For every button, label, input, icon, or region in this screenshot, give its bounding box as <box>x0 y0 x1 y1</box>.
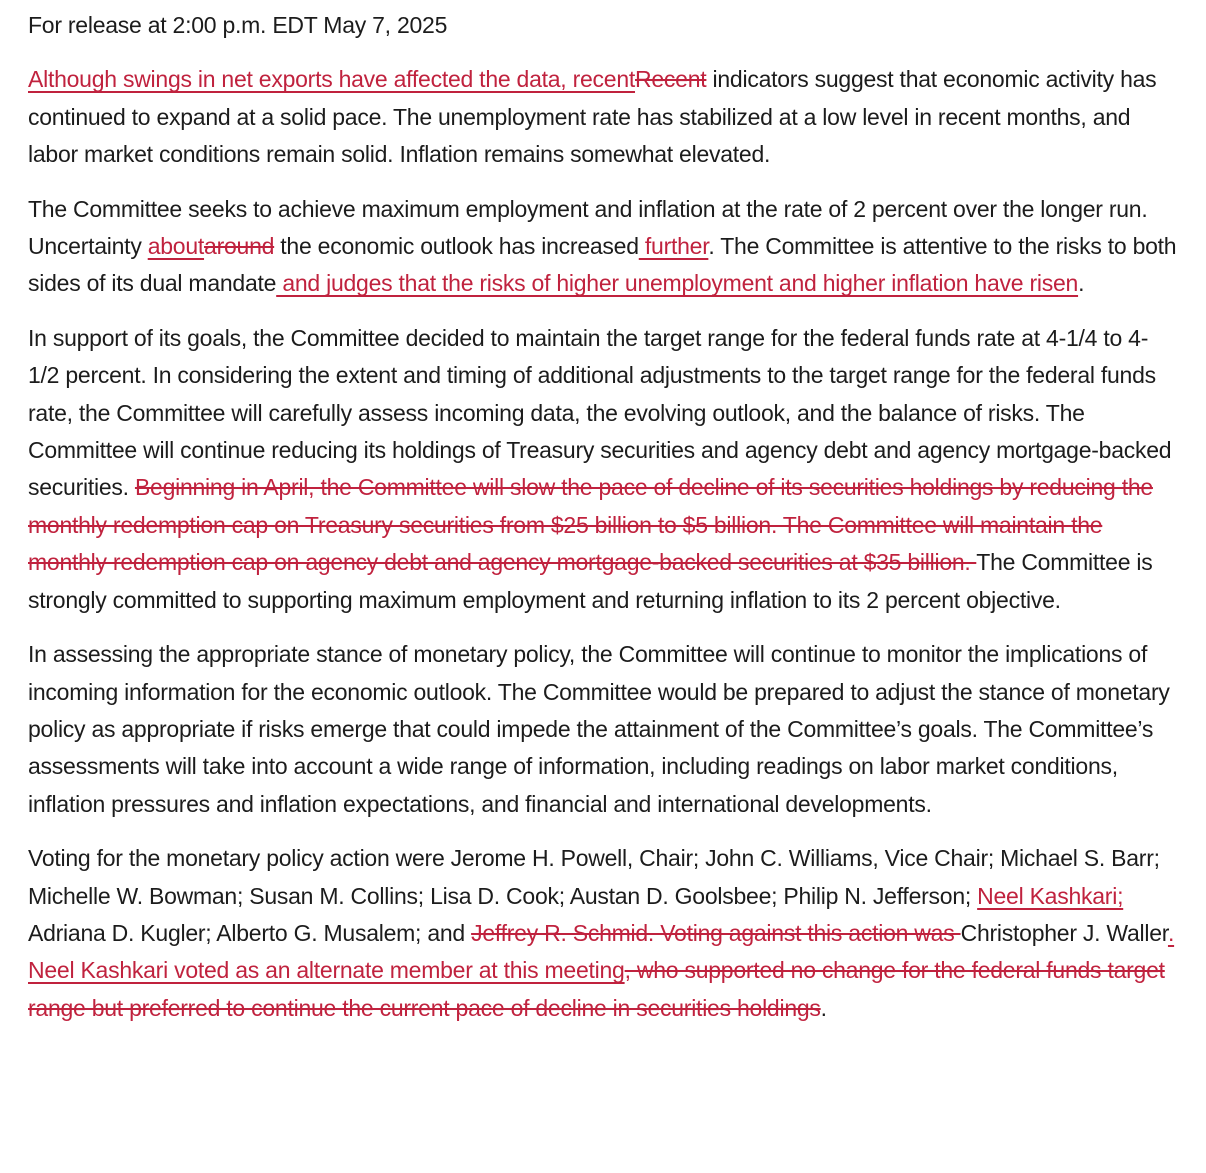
text-run: In support of its goals, the Committee decided to maintain the target range for the federal funds rate at 4-1/4 to 4-1/2 percent. In considering the extent and timing of additional adjustments to the target range for the federal funds rate, the Committee will carefully assess incoming data, the evolving outlook, and the balance of risks. The Committee will continue reducing its holdings of Treasury securities and agency debt and agency mortgage-backed securities. <box>28 324 1172 501</box>
inserted-text: . Neel Kashkari voted as an alternate member at this meeting <box>28 919 1175 984</box>
inserted-text: Although swings in net exports have affected the data, recent <box>28 66 636 93</box>
text-run: The Committee seeks to achieve maximum employment and inflation at the rate of 2 percent over the longer run. Uncertainty <box>28 195 1148 260</box>
deleted-text: around <box>204 233 275 260</box>
text-run: Adriana D. Kugler; Alberto G. Musalem; and <box>28 919 472 946</box>
text-run: . <box>1078 270 1085 297</box>
text-run: . The Committee is attentive to the risks to both sides of its dual mandate <box>28 233 1177 297</box>
text-run: indicators suggest that economic activity has continued to expand at a solid pace. The unemployment rate has stabilized at a low level in recent months, and labor market conditions remain solid. Inflation remains somewhat elevated. <box>28 66 1157 168</box>
inserted-text: and judges that the risks of higher unemployment and higher inflation have risen <box>276 270 1079 297</box>
inserted-text: further <box>638 233 709 260</box>
paragraph <box>28 320 1178 619</box>
text-run: the economic outlook has increased <box>274 233 639 260</box>
release-line: For release at 2:00 p.m. EDT May 7, 2025 <box>28 12 448 38</box>
deleted-text: Recent <box>635 66 707 93</box>
paragraph <box>28 191 1178 303</box>
deleted-text: Beginning in April, the Committee will slow the pace of decline of its securities holdings by reducing the monthly redemption cap on Treasury securities from $25 billion to $5 billion. The Committee will maintain the monthly redemption cap on agency debt and agency mortgage-backed securities at $35 billion. <box>28 474 1153 576</box>
text-run: In assessing the appropriate stance of monetary policy, the Committee will continue to monitor the implications of incoming information for the economic outlook. The Committee would be prepared to adjust the stance of monetary policy as appropriate if risks emerge that could impede the attainment of the Committee’s goals. The Committee’s assessments will take into account a wide range of information, including readings on labor market conditions, inflation pressures and inflation expectations, and financial and international developments. <box>28 641 1170 817</box>
paragraph <box>28 61 1178 173</box>
paragraph <box>28 636 1178 823</box>
text-run: . <box>820 994 827 1021</box>
inserted-text: about <box>147 233 205 260</box>
deleted-text: Jeffrey R. Schmid. Voting against this action was <box>471 919 961 946</box>
paragraphs-container <box>28 61 1178 1027</box>
inserted-text: Neel Kashkari; <box>977 882 1124 909</box>
text-run: The Committee is strongly committed to supporting maximum employment and returning inflation to its 2 percent objective. <box>28 549 1153 613</box>
deleted-text: , who supported no change for the federal funds target range but preferred to continue the current pace of decline in securities holdings <box>28 957 1165 1021</box>
paragraph <box>28 840 1178 1027</box>
text-run: Christopher J. Waller <box>960 919 1168 946</box>
text-run: Voting for the monetary policy action were Jerome H. Powell, Chair; John C. Williams, Vice Chair; Michael S. Barr; Michelle W. Bowman; Susan M. Collins; Lisa D. Cook; Austan D. Goolsbee; Philip N. Jefferson; <box>28 845 1160 909</box>
